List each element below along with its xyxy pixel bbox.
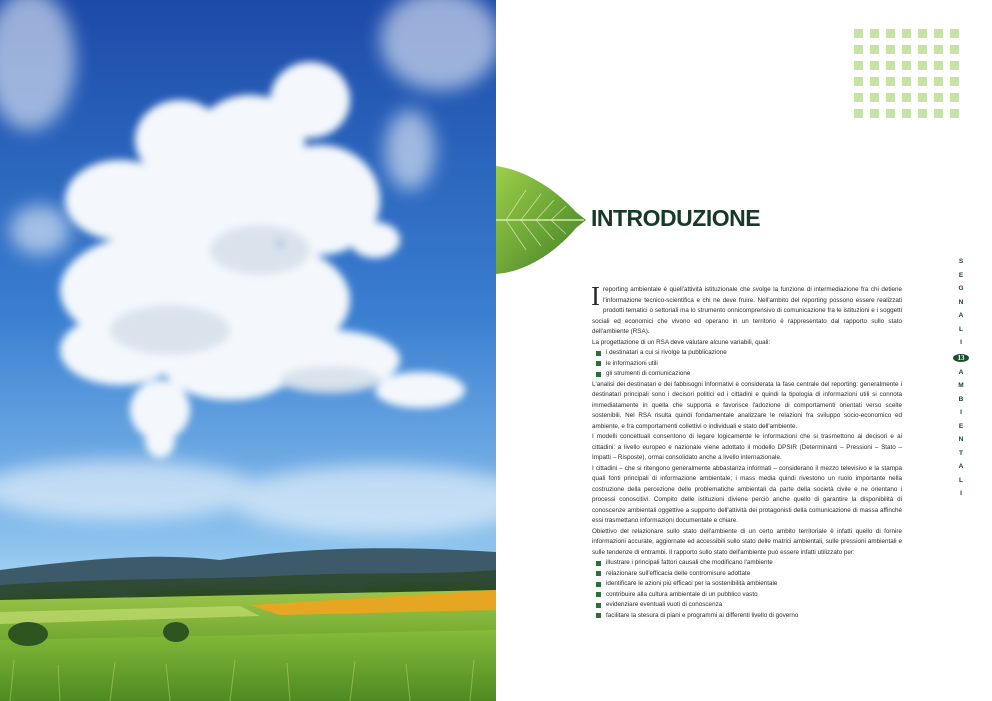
grid-dot xyxy=(934,45,943,54)
grid-dot xyxy=(918,93,927,102)
grid-dot xyxy=(854,45,863,54)
grid-dot xyxy=(902,29,911,38)
list-item: i destinatari a cui si rivolge la pubblicazione xyxy=(596,348,902,359)
grid-dot xyxy=(902,93,911,102)
grid-dot xyxy=(950,29,959,38)
side-running-head xyxy=(951,255,971,497)
grid-dot xyxy=(918,61,927,70)
bullet-icon xyxy=(596,603,601,608)
grid-dot xyxy=(934,109,943,118)
bullet-icon xyxy=(596,351,601,356)
grid-dot xyxy=(934,77,943,86)
grid-dot xyxy=(886,93,895,102)
grid-dot xyxy=(886,45,895,54)
grid-dot xyxy=(870,109,879,118)
grid-dot xyxy=(886,29,895,38)
running-head-bottom: A M B I E N T A L I xyxy=(958,368,964,497)
grid-dot xyxy=(950,61,959,70)
grid-dot xyxy=(934,93,943,102)
list-item: identificare le azioni più efficaci per la sostenibilità ambientale xyxy=(596,579,902,590)
decorative-dot-grid xyxy=(854,29,959,118)
page-number-badge: 13 xyxy=(953,354,969,362)
drop-cap: I xyxy=(591,281,600,311)
paragraph: I cittadini – che si ritengono generalmente abbastanza informati – considerano il mezzo televisivo e la stampa quali fonti principali di informazione ambientale; i mass media quindi rivestono un ruolo importante nella costruzione della percezione delle problematiche ambientali da parte della società civile e ne orientano i processi conoscitivi. Compito delle istituzioni diviene perciò anche quello di garantire la disponibilità di conoscenze ambientali oggettive a supporto dell'attività dei protagonisti della comunicazione di massa affinché essi trasmettano informazioni documentate e chiare. xyxy=(592,464,902,524)
grid-dot xyxy=(854,109,863,118)
bullet-icon xyxy=(596,361,601,366)
paragraph: L'analisi dei destinatari e dei fabbisogni informativi è considerata la fase centrale del reporting: generalmente i destinatari principali sono i decisori politici ed i cittadini e quindi la tipologia di informazioni utili si connota immediatamente in quella che supporta e favorisce l'adozione di comportamenti orientati verso scelte sostenibili. Nel RSA risulta quindi fondamentale analizzare le relazioni fra sviluppo socio-economico ed ambiente, e fra comportamenti collettivi o individuali e stato dell'ambiente. xyxy=(592,380,902,430)
paragraph: La progettazione di un RSA deve valutare alcune variabili, quali: xyxy=(592,338,771,346)
grid-dot xyxy=(950,93,959,102)
list-item: relazionare sull'efficacia delle contromisure adottate xyxy=(596,569,902,580)
list-item: facilitare la stesura di piani e programmi ai differenti livello di governo xyxy=(596,611,902,622)
variables-list xyxy=(592,348,902,380)
grid-dot xyxy=(902,109,911,118)
list-item: gli strumenti di comunicazione xyxy=(596,369,902,380)
article-body xyxy=(591,281,902,621)
grid-dot xyxy=(870,93,879,102)
grid-dot xyxy=(854,61,863,70)
grid-dot xyxy=(934,61,943,70)
grid-dot xyxy=(902,45,911,54)
grid-dot xyxy=(870,61,879,70)
bullet-icon xyxy=(596,561,601,566)
list-item: le informazioni utili xyxy=(596,359,902,370)
paragraph: Obiettivo del relazionare sullo stato dell'ambiente di un certo ambito territoriale è infatti quello di fornire informazioni accurate, aggiornate ed accessibili sullo stato delle matrici ambientali, sulle pressioni ambientali e sulle tendenze di entrambi. Il rapporto sullo stato dell'ambiente può essere infatti utilizzato per: xyxy=(592,527,902,556)
bullet-icon xyxy=(596,613,601,618)
grid-dot xyxy=(918,109,927,118)
running-head-top: S E G N A L I xyxy=(958,258,964,346)
page-title: INTRODUZIONE xyxy=(591,205,761,231)
paragraph: I reporting ambientale è quell'attività istituzionale che svolge la funzione di intermediazione fra chi detiene l'informazione tecnico-scientifica e chi ne deve fruire. Nell'ambito del reporting possono essere realizzati prodotti tematici o settoriali ma lo strumento onnicomprensivo di comunicazione fra le istituzioni e i soggetti sociali ed economici che vivono ed operano in un territorio è rappresentato dal rapporto sullo stato dell'ambiente (RSA). xyxy=(591,281,902,335)
grid-dot xyxy=(854,29,863,38)
grid-dot xyxy=(886,77,895,86)
bullet-icon xyxy=(596,571,601,576)
grid-dot xyxy=(950,77,959,86)
grid-dot xyxy=(918,77,927,86)
grid-dot xyxy=(934,29,943,38)
grid-dot xyxy=(918,29,927,38)
grid-dot xyxy=(870,29,879,38)
uses-list xyxy=(592,558,902,621)
grid-dot xyxy=(902,77,911,86)
bullet-icon xyxy=(596,372,601,377)
grid-dot xyxy=(902,61,911,70)
grid-dot xyxy=(950,45,959,54)
bullet-icon xyxy=(596,582,601,587)
grid-dot xyxy=(950,109,959,118)
grid-dot xyxy=(854,77,863,86)
grid-dot xyxy=(854,93,863,102)
paragraph: I modelli concettuali consentono di legare logicamente le informazioni che si trasmettono ai decisori e ai cittadini: a livello europeo e nazionale viene adottato il modello DPSIR (Determinanti – Pressioni – Stato – Impatti – Risposte), ormai consolidato anche a livello internazionale. xyxy=(592,433,902,461)
grid-dot xyxy=(886,109,895,118)
grid-dot xyxy=(870,77,879,86)
grid-dot xyxy=(870,45,879,54)
list-item: evidenziare eventuali vuoti di conoscenza xyxy=(596,600,902,611)
list-item: illustrare i principali fattori causali che modificano l'ambiente xyxy=(596,558,902,569)
bullet-icon xyxy=(596,592,601,597)
list-item: contribuire alla cultura ambientale di un pubblico vasto xyxy=(596,590,902,601)
leaf-icon xyxy=(496,160,588,278)
text-page xyxy=(496,0,992,701)
grid-dot xyxy=(918,45,927,54)
grid-dot xyxy=(886,61,895,70)
